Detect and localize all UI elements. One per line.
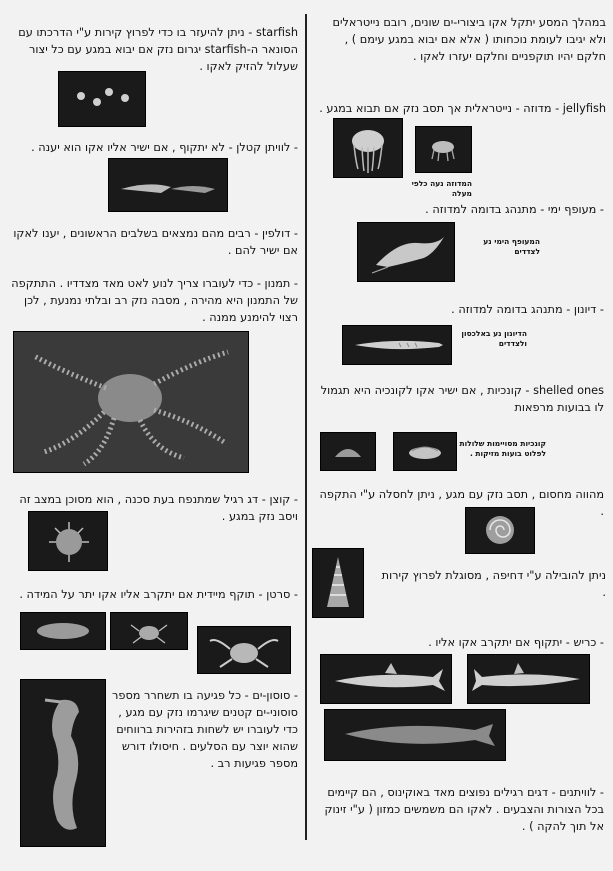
dolphin-text: - דולפין - רבים מהם נמצאים בשלבים הראשונים , יענו לאקו אם ישיר להם . [13,227,298,257]
manta-caption: המעופף הימי נע לצדדים [483,237,540,256]
crab-text: - סרטן - תוקף מיידית אם יתקרב אליו אקו יתר על המידה . [19,588,298,601]
orca-image [108,158,228,212]
small-whale-text: - לוויתן קטלן - לא יתקוף , אם ישיר אליו אקו הוא יענה . [31,141,298,154]
seahorse-image [20,679,106,847]
manta-text: - מעופף ימי - מתנהג בדומה למדוזה . [425,203,604,216]
shark-image-right [467,654,590,704]
shell-image-small [320,432,376,471]
dugong-text: - דיונון - מתנהג בדומה למדוזה . [451,303,604,316]
jellyfish-image-small [415,126,472,173]
shell-push-text: ניתן להובילה ע"י דחיפה , מסוגלת לפרוץ קירות . [381,569,606,599]
dugong-image [342,325,452,365]
shells-caption: קונכיות מסויימות שלולות לפלוט בועות מזיקות . [459,439,546,458]
seahorse-text: - סוסון-ים - כל פגיעה בו תשחרר מספר סוסוני-ים קטנים שיגרמו נזק עם מגע , כדי לעוברו יש לשחות בזהירות ברווחים שהוא יוצר עם הסלעים . חיסולו דורש מספר פגיעות רב . [112,689,298,770]
barrier-text: מהווה מחסום , תסב נזק עם מגע , ניתן לחסלה ע"י התקפה . [319,488,604,518]
whale-image [324,709,506,761]
octopus-text: - תמנון - כדי לעוברו צריך לנוע לאט מאד מצדדיו . התתקפה של התמנון היא מהירה , מסבה נזק רב ובלתי נמנעת , לכן רצוי להימנע ממנה . [11,277,298,324]
starfish-image [58,71,146,127]
starfish-text: starfish - ניתן להיעזר בו כדי לפרוץ קירות ע"י הדרכתו עם הסונאר ה-starfish יגרום נזק אם יבוא במגע עם כל יצור שעלול להזיק לאקו . [18,26,298,73]
intro-text: במהלך המסע יתקל אקו ביצורי-ים שונים, רובם נייטראלים ולא יגיבו לעומת נוכחותו ( אלא אם יבוא במגע עימם ) , חלקם יהיו תוקפניים וחלקם יעזרו לאקו . [332,16,606,63]
column-divider [305,14,307,840]
whales-text: - לוויתנים - דגים רגילים נפוצים מאד באוקינוס , הם קיימים בכל הצורות והצבעים . לאקו הם משמשים כמזון ( ע"י זינוק אל תוך להקה ) . [324,786,604,833]
manta-image [357,222,455,282]
shark-image-left [320,654,452,704]
jellyfish-caption: המדוזה נעה כלפי מעלה [411,179,472,198]
shells-text: shelled ones - קונכיות , אם ישיר אקו לקונכיה היא תגמול לו בבועות מרפאות [320,384,604,414]
cone-shell-image [312,548,364,618]
spiral-shell-image [465,507,535,554]
shark-text: - כריש - יתקוף אם יתקרב אקו אליו . [428,636,604,649]
crab-image-right [197,626,291,674]
crab-image-left [20,612,106,650]
dugong-caption: הדיונון נע באלכסון ולצדדים [461,329,527,348]
pufferfish-image [28,511,108,571]
octopus-image [13,331,249,473]
jellyfish-image-large [333,118,403,178]
crab-image-middle [110,612,188,650]
shell-image-large [393,432,457,471]
jellyfish-text: jellyfish - מדוזה - נייטראלית אך תסב נזק אם תבוא במגע . [319,102,606,115]
pufferfish-text: - קוצן - דג רגיל שמתנפח בעת סכנה , הוא מסוכן במצב זה ויסב נזק במגע . [19,493,298,523]
